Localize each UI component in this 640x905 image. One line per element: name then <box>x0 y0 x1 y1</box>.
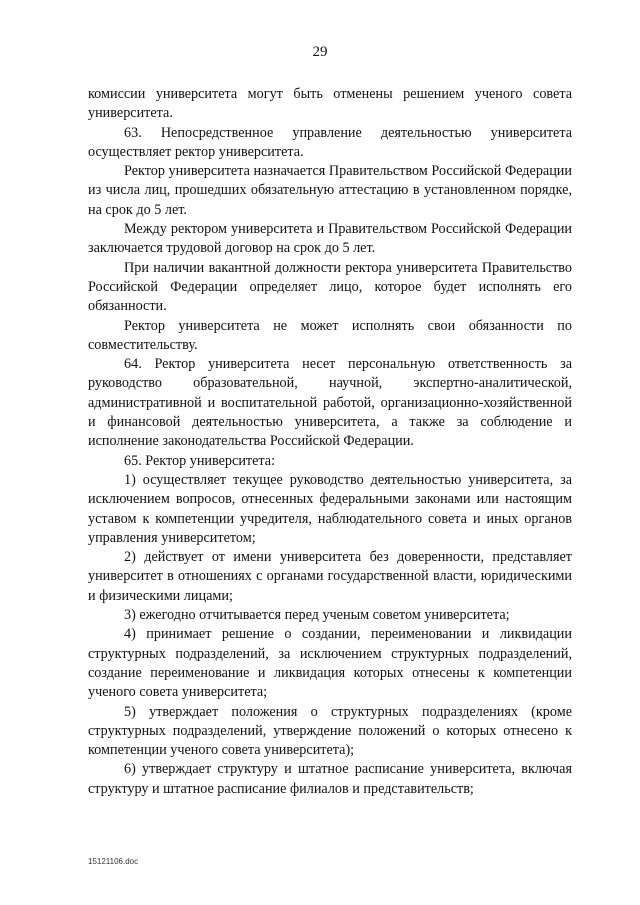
footer-filename: 15121106.doc <box>88 857 139 866</box>
document-body <box>88 85 572 799</box>
paragraph-65: 65. Ректор университета: <box>124 452 276 469</box>
page-number: 29 <box>312 44 328 60</box>
paragraph-63: 63. Непосредственное управление деятельностью университета осуществляет ректор университета. <box>88 124 572 160</box>
paragraph-continuation: комиссии университета могут быть отменены решением ученого совета университета. <box>88 86 572 122</box>
paragraph-employment-contract: Между ректором университета и Правительством Российской Федерации заключается трудовой договор на срок до 5 лет. <box>88 221 572 257</box>
paragraph-vacancy: При наличии вакантной должности ректора университета Правительство Российской Федерации определяет лицо, которое будет исполнять его обязанности. <box>88 259 572 315</box>
list-item-1: 1) осуществляет текущее руководство деятельностью университета, за исключением вопросов, отнесенных федеральными законами или настоящим уставом к компетенции учредителя, наблюдательного совета и иных органов управления университетом; <box>88 471 572 546</box>
list-item-5: 5) утверждает положения о структурных подразделениях (кроме структурных подразделений, утверждение положений о которых отнесено к компетенции ученого совета университета); <box>88 703 572 759</box>
list-item-3: 3) ежегодно отчитывается перед ученым советом университета; <box>124 607 510 624</box>
list-item-6: 6) утверждает структуру и штатное расписание университета, включая структуру и штатное расписание филиалов и представительств; <box>88 761 572 797</box>
paragraph-no-part-time: Ректор университета не может исполнять свои обязанности по совместительству. <box>88 317 572 353</box>
list-item-4: 4) принимает решение о создании, переименовании и ликвидации структурных подразделений, за исключением структурных подразделений, создание переименование и ликвидация которых отнесены к компетенции ученого совета университета; <box>88 626 572 701</box>
paragraph-rector-appointment: Ректор университета назначается Правительством Российской Федерации из числа лиц, прошедших обязательную аттестацию в установленном порядке, на срок до 5 лет. <box>88 163 572 218</box>
paragraph-64: 64. Ректор университета несет персональную ответственность за руководство образовательной, научной, экспертно-аналитической, административной и воспитательной работой, организационно-хозяйственной и финансовой деятельностью университета, а также за соблюдение и исполнение законодательства Российской Федерации. <box>88 356 572 450</box>
list-item-2: 2) действует от имени университета без доверенности, представляет университет в отношениях с органами государственной власти, юридическими и физическими лицами; <box>88 549 572 604</box>
